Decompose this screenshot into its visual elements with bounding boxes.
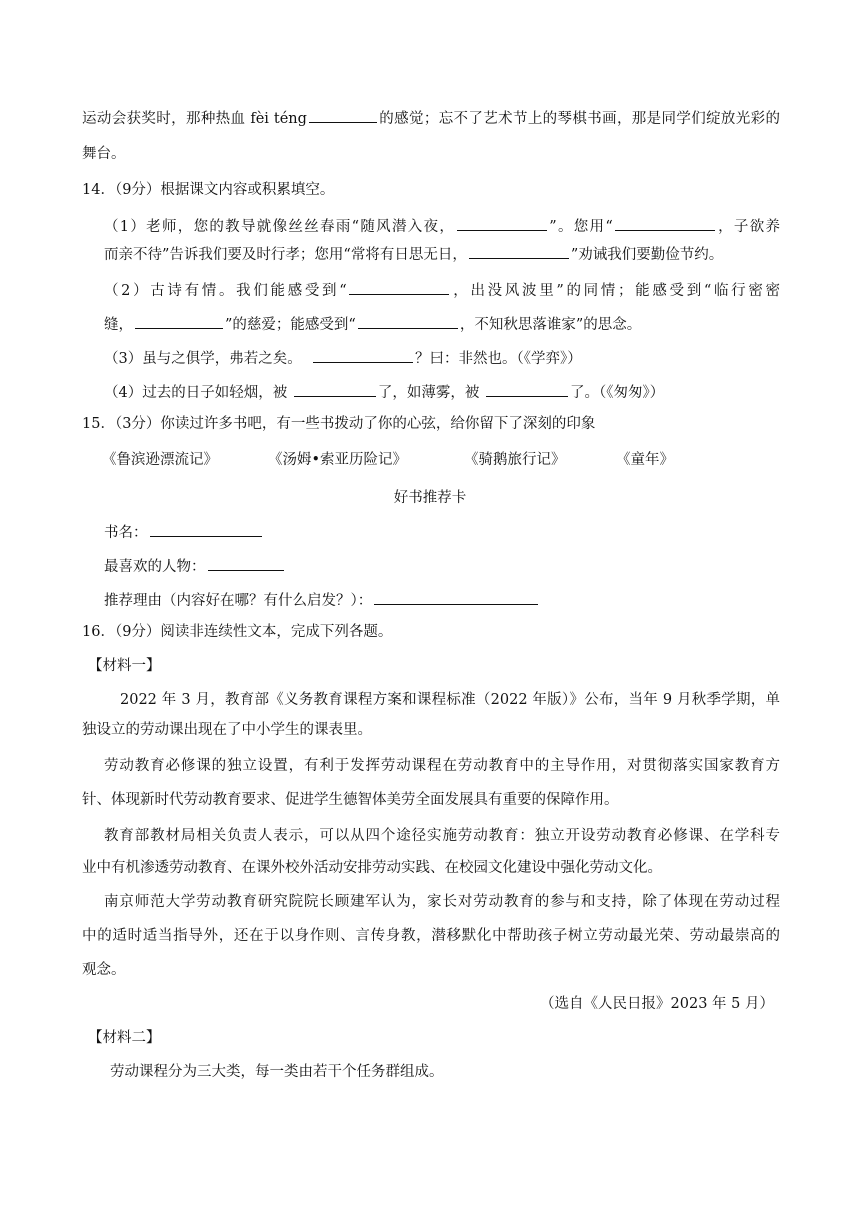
answer-blank-14-2a[interactable] — [349, 280, 449, 295]
answer-blank-14-1b[interactable] — [615, 216, 715, 231]
answer-blank-14-1a[interactable] — [457, 216, 547, 231]
answer-blank-14-2b[interactable] — [135, 314, 223, 329]
q14-p4 — [104, 382, 780, 403]
book-name-blank[interactable] — [150, 522, 262, 537]
material-1-heading: 【材料一】 — [88, 658, 161, 674]
text-segment: （4）过去的日子如轻烟，被 — [104, 385, 288, 401]
m1-p2-line1: 劳动教育必修课的独立设置，有利于发挥劳动课程在劳动教育中的主导作用，对贯彻落实国家教育方 — [104, 758, 780, 774]
m1-p3-line1: 教育部教材局相关负责人表示，可以从四个途径实施劳动教育：独立开设劳动教育必修课、在学科专 — [104, 828, 780, 844]
card-title: 好书推荐卡 — [393, 490, 467, 506]
text-segment: 缝， — [104, 317, 133, 333]
q14-p2-line1 — [104, 280, 780, 301]
text-segment: （3）虽与之俱学，弗若之矣。 — [104, 351, 302, 367]
book-title: 《骑鹅旅行记》 — [464, 452, 566, 468]
field-label: 推荐理由（内容好在哪？有什么启发？）： — [104, 593, 373, 609]
answer-blank-14-2c[interactable] — [358, 314, 458, 329]
q14-p3 — [104, 348, 780, 369]
card-character-row — [104, 556, 780, 577]
text-segment: 运动会获奖时，那种热血 fèi téng — [82, 111, 307, 127]
m1-p1-line2: 独设立的劳动课出现在了中小学生的课表里。 — [82, 722, 372, 738]
answer-blank-14-1c[interactable] — [469, 244, 569, 259]
text-segment: ，不知秋思落谁家”的思念。 — [459, 317, 642, 333]
text-segment: （2）古诗有情。我们能感受到“ — [104, 283, 347, 299]
top-line-2: 舞台。 — [82, 146, 126, 162]
text-segment: ”劝诫我们要勤俭节约。 — [570, 247, 724, 263]
field-label: 最喜欢的人物： — [104, 559, 206, 575]
text-segment: ”。您用“ — [549, 219, 613, 235]
q14-p1-line2 — [104, 244, 780, 265]
q15-title: 15．（3分）你读过许多书吧，有一些书拨动了你的心弦，给你留下了深刻的印象 — [82, 416, 596, 432]
m1-p4-line3: 观念。 — [82, 962, 126, 978]
m1-p4-line1: 南京师范大学劳动教育研究院院长顾建军认为，家长对劳动教育的参与和支持，除了体现在劳动过程 — [104, 894, 780, 910]
card-name-row — [104, 522, 780, 543]
text-segment: （1）老师，您的教导就像丝丝春雨“随风潜入夜， — [104, 219, 456, 235]
book-title: 《童年》 — [616, 452, 674, 468]
q14-p1-line1 — [104, 216, 780, 237]
material-1-source: （选自《人民日报》2023 年 5 月） — [540, 996, 774, 1012]
answer-blank-14-4a[interactable] — [294, 382, 376, 397]
text-segment: ，出没风波里”的同情；能感受到“临行密密 — [450, 283, 780, 299]
reason-blank[interactable] — [374, 590, 538, 605]
q16-title: 16．（9分）阅读非连续性文本，完成下列各题。 — [82, 624, 393, 640]
favorite-character-blank[interactable] — [208, 556, 284, 571]
material-2-heading: 【材料二】 — [88, 1030, 161, 1046]
q14-p2-line2 — [104, 314, 780, 335]
book-title: 《汤姆•索亚历险记》 — [268, 452, 408, 468]
book-title: 《鲁滨逊漂流记》 — [102, 452, 218, 468]
answer-blank-14-3[interactable] — [313, 348, 413, 363]
answer-blank-14-4b[interactable] — [486, 382, 568, 397]
m1-p4-line2: 中的适时适当指导外，还在于以身作则、言传身教，潜移默化中帮助孩子树立劳动最光荣、劳动最崇高的 — [82, 928, 780, 944]
answer-blank-feiteng[interactable] — [309, 108, 377, 123]
card-reason-row — [104, 590, 780, 611]
text-segment: 的感觉；忘不了艺术节上的琴棋书画，那是同学们绽放光彩的 — [378, 111, 780, 127]
top-line-1 — [82, 108, 780, 129]
text-segment: 了。（《匆匆》） — [569, 385, 665, 401]
text-segment: 而亲不待”告诉我们要及时行孝；您用“常将有日思无日， — [104, 247, 467, 263]
text-segment: ？曰：非然也。（《学弈》） — [414, 351, 582, 367]
m1-p3-line2: 业中有机渗透劳动教育、在课外校外活动安排劳动实践、在校园文化建设中强化劳动文化。 — [82, 860, 662, 876]
field-label: 书名： — [104, 525, 148, 541]
m1-p2-line2: 针、体现新时代劳动教育要求、促进学生德智体美劳全面发展具有重要的保障作用。 — [82, 792, 619, 808]
text-segment: 了，如薄雾，被 — [377, 385, 480, 401]
m2-p1: 劳动课程分为三大类，每一类由若干个任务群组成。 — [110, 1064, 444, 1080]
q14-title: 14．（9分）根据课文内容或积累填空。 — [82, 182, 335, 198]
m1-p1-line1: 2022 年 3 月，教育部《义务教育课程方案和课程标准（2022 年版）》公布，当年 9 月秋季学期，单 — [120, 692, 780, 708]
text-segment: ”的慈爱；能感受到“ — [225, 317, 356, 333]
text-segment: ，子欲养 — [716, 219, 781, 235]
